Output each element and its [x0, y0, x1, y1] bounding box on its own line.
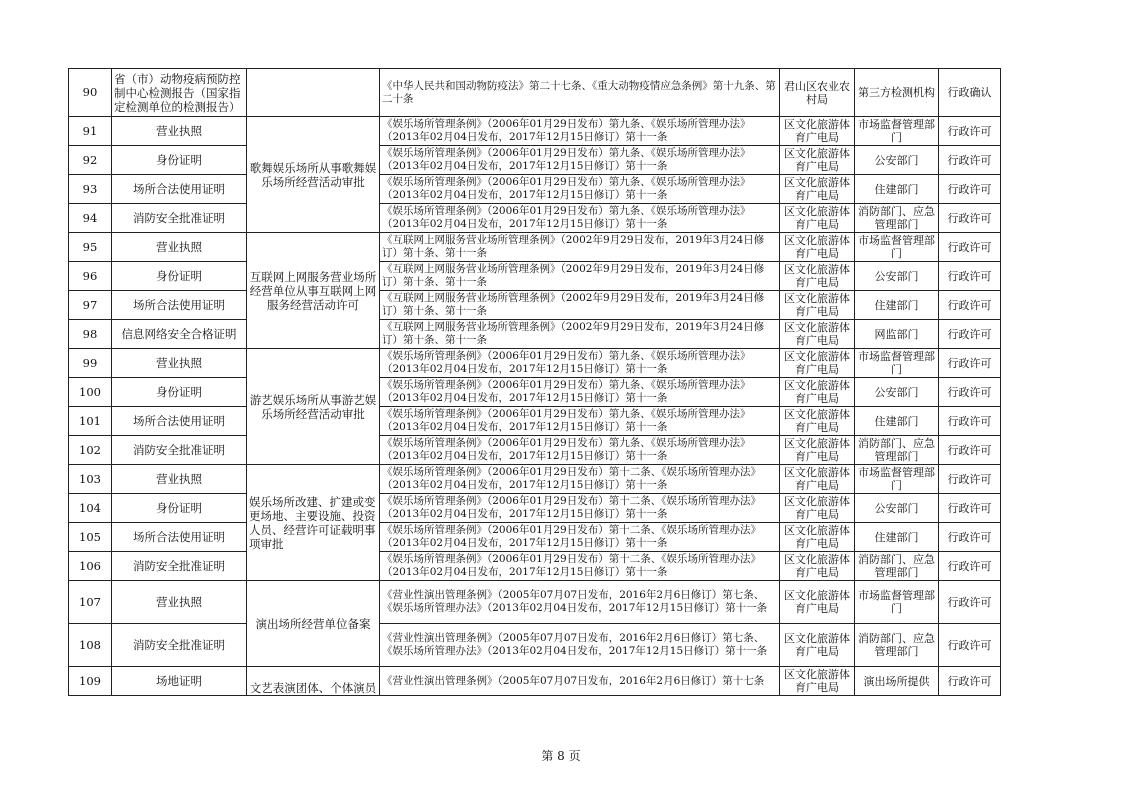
row-number: 102	[69, 436, 112, 465]
approval-item-group: 歌舞娱乐场所从事歌舞娱乐场所经营活动审批	[247, 117, 380, 233]
row-number: 99	[69, 349, 112, 378]
legal-basis: 《互联网上网服务营业场所管理条例》（2002年9月29日发布，2019年3月24日修订）第十条、第十一条	[380, 262, 780, 291]
provider: 公安部门	[855, 378, 939, 407]
item-type: 行政许可	[939, 523, 1001, 552]
table-row	[69, 624, 1001, 667]
item-type: 行政确认	[939, 69, 1001, 117]
legal-basis: 《娱乐场所管理条例》（2006年01月29日发布）第十二条、《娱乐场所管理办法》（2013年02月04日发布，2017年12月15日修订）第十一条	[380, 465, 780, 494]
legal-basis: 《娱乐场所管理条例》（2006年01月29日发布）第九条、《娱乐场所管理办法》（2013年02月04日发布，2017年12月15日修订）第十一条	[380, 349, 780, 378]
material-name: 省（市）动物疫病预防控制中心检测报告（国家指定检测单位的检测报告）	[112, 69, 247, 117]
document-page	[68, 68, 1000, 696]
provider: 市场监督管理部门	[855, 581, 939, 624]
material-name: 场所合法使用证明	[112, 291, 247, 320]
table-row	[69, 291, 1001, 320]
material-name: 身份证明	[112, 494, 247, 523]
department: 区文化旅游体育广电局	[780, 262, 855, 291]
department: 区文化旅游体育广电局	[780, 320, 855, 349]
table-row	[69, 552, 1001, 581]
provider: 住建部门	[855, 175, 939, 204]
row-number: 95	[69, 233, 112, 262]
material-name: 身份证明	[112, 262, 247, 291]
provider: 第三方检测机构	[855, 69, 939, 117]
legal-basis: 《娱乐场所管理条例》（2006年01月29日发布）第九条、《娱乐场所管理办法》（2013年02月04日发布，2017年12月15日修订）第十一条	[380, 204, 780, 233]
row-number: 92	[69, 146, 112, 175]
provider: 市场监督管理部门	[855, 465, 939, 494]
legal-basis: 《互联网上网服务营业场所管理条例》（2002年9月29日发布，2019年3月24日修订）第十条、第十一条	[380, 233, 780, 262]
department: 区文化旅游体育广电局	[780, 407, 855, 436]
provider: 网监部门	[855, 320, 939, 349]
item-type: 行政许可	[939, 552, 1001, 581]
page-number: 第 8 页	[541, 749, 581, 763]
table-row	[69, 407, 1001, 436]
table-row	[69, 465, 1001, 494]
material-name: 场所合法使用证明	[112, 175, 247, 204]
department: 区文化旅游体育广电局	[780, 465, 855, 494]
item-type: 行政许可	[939, 465, 1001, 494]
item-type: 行政许可	[939, 291, 1001, 320]
legal-basis: 《娱乐场所管理条例》（2006年01月29日发布）第九条、《娱乐场所管理办法》（2013年02月04日发布，2017年12月15日修订）第十一条	[380, 436, 780, 465]
material-name: 消防安全批准证明	[112, 436, 247, 465]
department: 区文化旅游体育广电局	[780, 146, 855, 175]
legal-basis: 《互联网上网服务营业场所管理条例》（2002年9月29日发布，2019年3月24日修订）第十条、第十一条	[380, 320, 780, 349]
department: 区文化旅游体育广电局	[780, 349, 855, 378]
row-number: 90	[69, 69, 112, 117]
item-type: 行政许可	[939, 175, 1001, 204]
row-number: 94	[69, 204, 112, 233]
table-row	[69, 262, 1001, 291]
table-row	[69, 69, 1001, 117]
item-type: 行政许可	[939, 204, 1001, 233]
material-name: 营业执照	[112, 581, 247, 624]
provider: 消防部门、应急管理部门	[855, 624, 939, 667]
approval-item-group: 娱乐场所改建、扩建或变更场地、主要设施、投资人员、经营许可证载明事项审批	[247, 465, 380, 581]
row-number: 109	[69, 667, 112, 696]
table-row	[69, 378, 1001, 407]
approval-item-group: 演出场所经营单位备案	[247, 581, 380, 667]
legal-basis: 《互联网上网服务营业场所管理条例》（2002年9月29日发布，2019年3月24日修订）第十条、第十一条	[380, 291, 780, 320]
legal-basis: 《娱乐场所管理条例》（2006年01月29日发布）第九条、《娱乐场所管理办法》（2013年02月04日发布，2017年12月15日修订）第十一条	[380, 378, 780, 407]
provider: 公安部门	[855, 146, 939, 175]
table-row	[69, 349, 1001, 378]
department: 区文化旅游体育广电局	[780, 204, 855, 233]
department: 区文化旅游体育广电局	[780, 117, 855, 146]
materials-table	[68, 68, 1001, 696]
department: 区文化旅游体育广电局	[780, 667, 855, 696]
item-type: 行政许可	[939, 349, 1001, 378]
material-name: 营业执照	[112, 233, 247, 262]
department: 区文化旅游体育广电局	[780, 523, 855, 552]
material-name: 消防安全批准证明	[112, 552, 247, 581]
material-name: 消防安全批准证明	[112, 204, 247, 233]
row-number: 100	[69, 378, 112, 407]
legal-basis: 《娱乐场所管理条例》（2006年01月29日发布）第十二条、《娱乐场所管理办法》（2013年02月04日发布，2017年12月15日修订）第十一条	[380, 523, 780, 552]
material-name: 场地证明	[112, 667, 247, 696]
legal-basis: 《营业性演出管理条例》（2005年07月07日发布，2016年2月6日修订）第七条、《娱乐场所管理办法》（2013年02月04日发布，2017年12月15日修订）第十一条	[380, 581, 780, 624]
legal-basis: 《娱乐场所管理条例》（2006年01月29日发布）第九条、《娱乐场所管理办法》（2013年02月04日发布，2017年12月15日修订）第十一条	[380, 117, 780, 146]
material-name: 场所合法使用证明	[112, 407, 247, 436]
provider: 住建部门	[855, 407, 939, 436]
table-row	[69, 320, 1001, 349]
material-name: 信息网络安全合格证明	[112, 320, 247, 349]
legal-basis: 《营业性演出管理条例》（2005年07月07日发布，2016年2月6日修订）第十七条	[380, 667, 780, 696]
row-number: 93	[69, 175, 112, 204]
material-name: 营业执照	[112, 349, 247, 378]
item-type: 行政许可	[939, 581, 1001, 624]
item-type: 行政许可	[939, 233, 1001, 262]
material-name: 身份证明	[112, 146, 247, 175]
legal-basis: 《娱乐场所管理条例》（2006年01月29日发布）第十二条、《娱乐场所管理办法》（2013年02月04日发布，2017年12月15日修订）第十一条	[380, 494, 780, 523]
table-row	[69, 233, 1001, 262]
item-type: 行政许可	[939, 117, 1001, 146]
provider: 市场监督管理部门	[855, 349, 939, 378]
material-name: 营业执照	[112, 465, 247, 494]
department: 区文化旅游体育广电局	[780, 624, 855, 667]
item-type: 行政许可	[939, 494, 1001, 523]
approval-item-group: 文艺表演团体、个体演员	[247, 667, 380, 696]
row-number: 96	[69, 262, 112, 291]
row-number: 103	[69, 465, 112, 494]
approval-item	[247, 69, 380, 117]
item-type: 行政许可	[939, 146, 1001, 175]
item-type: 行政许可	[939, 667, 1001, 696]
table-row	[69, 146, 1001, 175]
row-number: 98	[69, 320, 112, 349]
approval-item-group: 互联网上网服务营业场所经营单位从事互联网上网服务经营活动许可	[247, 233, 380, 349]
row-number: 108	[69, 624, 112, 667]
row-number: 106	[69, 552, 112, 581]
provider: 公安部门	[855, 494, 939, 523]
material-name: 身份证明	[112, 378, 247, 407]
row-number: 107	[69, 581, 112, 624]
department: 区文化旅游体育广电局	[780, 436, 855, 465]
legal-basis: 《娱乐场所管理条例》（2006年01月29日发布）第九条、《娱乐场所管理办法》（2013年02月04日发布，2017年12月15日修订）第十一条	[380, 407, 780, 436]
department: 区文化旅游体育广电局	[780, 581, 855, 624]
legal-basis: 《娱乐场所管理条例》（2006年01月29日发布）第九条、《娱乐场所管理办法》（2013年02月04日发布，2017年12月15日修订）第十一条	[380, 175, 780, 204]
legal-basis: 《娱乐场所管理条例》（2006年01月29日发布）第九条、《娱乐场所管理办法》（2013年02月04日发布，2017年12月15日修订）第十一条	[380, 146, 780, 175]
department: 区文化旅游体育广电局	[780, 552, 855, 581]
provider: 演出场所提供	[855, 667, 939, 696]
provider: 住建部门	[855, 291, 939, 320]
table-row	[69, 581, 1001, 624]
provider: 住建部门	[855, 523, 939, 552]
table-row	[69, 117, 1001, 146]
department: 区文化旅游体育广电局	[780, 378, 855, 407]
provider: 市场监督管理部门	[855, 117, 939, 146]
department: 区文化旅游体育广电局	[780, 175, 855, 204]
row-number: 91	[69, 117, 112, 146]
provider: 公安部门	[855, 262, 939, 291]
item-type: 行政许可	[939, 262, 1001, 291]
provider: 消防部门、应急管理部门	[855, 204, 939, 233]
row-number: 101	[69, 407, 112, 436]
provider: 消防部门、应急管理部门	[855, 552, 939, 581]
item-type: 行政许可	[939, 378, 1001, 407]
table-row	[69, 175, 1001, 204]
table-row	[69, 436, 1001, 465]
legal-basis: 《中华人民共和国动物防疫法》第二十七条、《重大动物疫情应急条例》第十九条、第二十条	[380, 69, 780, 117]
legal-basis: 《营业性演出管理条例》（2005年07月07日发布，2016年2月6日修订）第七条、《娱乐场所管理办法》（2013年02月04日发布，2017年12月15日修订）第十一条	[380, 624, 780, 667]
item-type: 行政许可	[939, 624, 1001, 667]
material-name: 营业执照	[112, 117, 247, 146]
material-name: 消防安全批准证明	[112, 624, 247, 667]
provider: 市场监督管理部门	[855, 233, 939, 262]
department: 君山区农业农村局	[780, 69, 855, 117]
item-type: 行政许可	[939, 407, 1001, 436]
table-row	[69, 204, 1001, 233]
approval-item-group: 游艺娱乐场所从事游艺娱乐场所经营活动审批	[247, 349, 380, 465]
legal-basis: 《娱乐场所管理条例》（2006年01月29日发布）第十二条、《娱乐场所管理办法》（2013年02月04日发布，2017年12月15日修订）第十一条	[380, 552, 780, 581]
row-number: 104	[69, 494, 112, 523]
row-number: 97	[69, 291, 112, 320]
material-name: 场所合法使用证明	[112, 523, 247, 552]
department: 区文化旅游体育广电局	[780, 291, 855, 320]
table-row	[69, 494, 1001, 523]
item-type: 行政许可	[939, 320, 1001, 349]
item-type: 行政许可	[939, 436, 1001, 465]
provider: 消防部门、应急管理部门	[855, 436, 939, 465]
row-number: 105	[69, 523, 112, 552]
table-row	[69, 667, 1001, 696]
table-row	[69, 523, 1001, 552]
department: 区文化旅游体育广电局	[780, 233, 855, 262]
department: 区文化旅游体育广电局	[780, 494, 855, 523]
